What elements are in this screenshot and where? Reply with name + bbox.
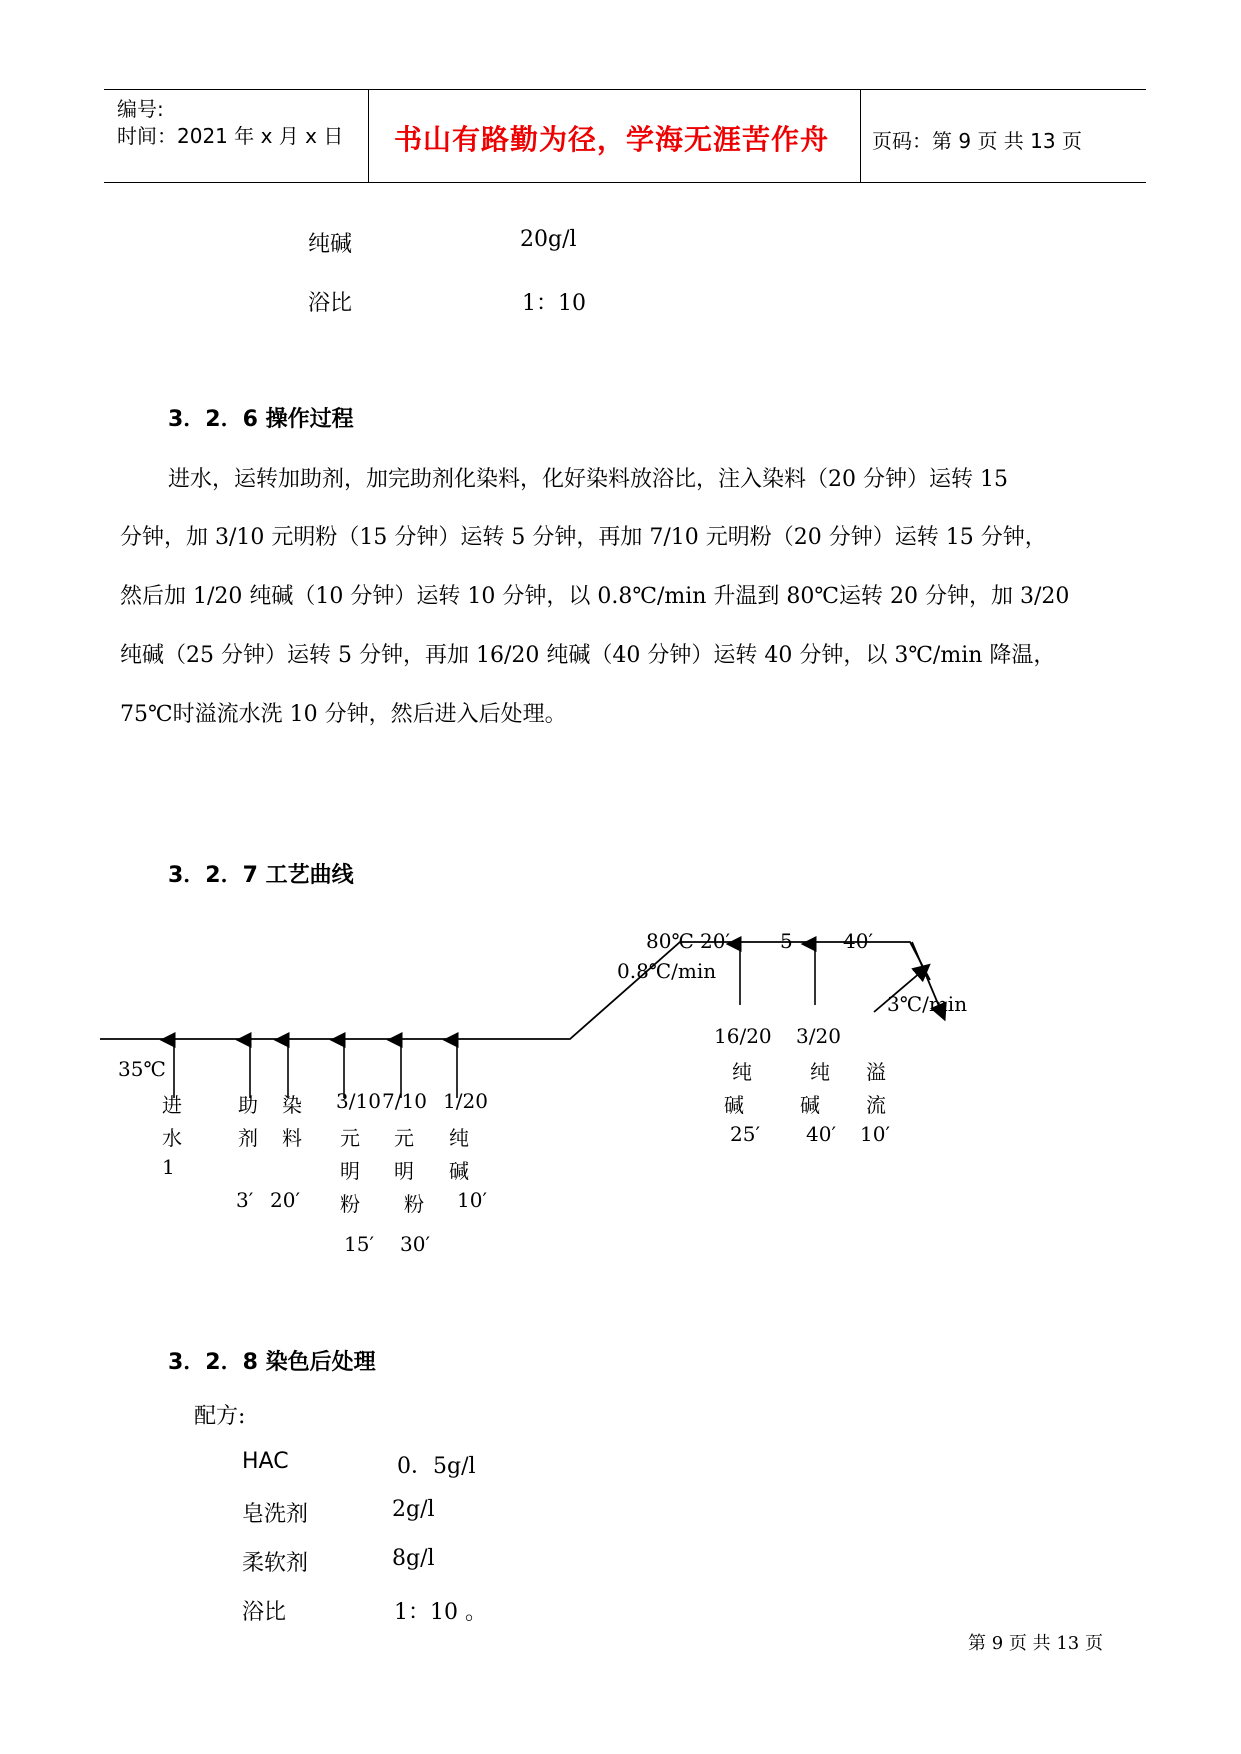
step-label-line: 3′ [236, 1188, 254, 1212]
header-motto: 书山有路勤为径，学海无涯苦作舟 [394, 123, 830, 156]
hold-time-label: 20′ [700, 929, 730, 953]
document-number-label: 编号: [117, 97, 164, 121]
section-heading-after-treatment: 3．2．8 染色后处理 [168, 1350, 376, 1375]
formula-item-value: 0．5g/l [397, 1454, 476, 1479]
step-label-line: 16/20 [714, 1024, 772, 1048]
temperature-high-label: 80℃ [646, 929, 694, 953]
step-label-line: 染 [282, 1093, 302, 1117]
header-bottom-rule [104, 182, 1146, 183]
step-label-line: 碱 [449, 1159, 469, 1183]
formula-item-name: 皂洗剂 [242, 1502, 309, 1527]
step-label-line: 剂 [238, 1126, 258, 1150]
step-label-line: 15′ [344, 1232, 374, 1256]
step-label-line: 纯 [449, 1126, 469, 1150]
step-label-line: 明 [340, 1159, 360, 1183]
step-label-line: 3/10 [336, 1089, 381, 1113]
formula-item-value: 2g/l [392, 1497, 435, 1522]
step-label-line: 进 [162, 1093, 182, 1117]
step-label-line: 10′ [860, 1122, 890, 1146]
paragraph-line: 分钟，加 3/10 元明粉（15 分钟）运转 5 分钟，再加 7/10 元明粉（20 分钟）运转 15 分钟， [120, 525, 1047, 550]
hold-time-label: 5 [780, 929, 793, 953]
step-label-line: 1 [162, 1155, 175, 1179]
step-label-line: 3/20 [796, 1024, 841, 1048]
heating-rate-label: 0.8℃/min [617, 959, 717, 983]
step-label-line: 1/20 [443, 1089, 488, 1113]
step-label-line: 溢 [866, 1060, 886, 1084]
formula-item-value: 1：10 。 [394, 1600, 487, 1625]
step-label-line: 纯 [810, 1060, 830, 1084]
step-label-line: 元 [394, 1126, 414, 1150]
formula-label: 配方: [194, 1404, 246, 1429]
step-label-line: 碱 [800, 1093, 820, 1117]
step-label-line: 纯 [732, 1060, 752, 1084]
step-label-line: 40′ [806, 1122, 836, 1146]
step-label-line: 明 [394, 1159, 414, 1183]
paragraph-line: 纯碱（25 分钟）运转 5 分钟，再加 16/20 纯碱（40 分钟）运转 40 分钟，以 3℃/min 降温， [120, 643, 1056, 668]
paragraph-line: 75℃时溢流水洗 10 分钟，然后进入后处理。 [120, 702, 567, 727]
step-label-line: 碱 [724, 1093, 744, 1117]
header-divider-right [860, 90, 861, 182]
section-heading-process-curve: 3．2．7 工艺曲线 [168, 863, 354, 888]
header-divider-left [368, 90, 369, 182]
step-label-line: 25′ [730, 1122, 760, 1146]
section-heading-operation: 3．2．6 操作过程 [168, 407, 354, 432]
recipe-item-value: 20g/l [520, 227, 577, 252]
header-page-number: 页码：第 9 页 共 13 页 [872, 129, 1082, 153]
formula-item-name: 柔软剂 [242, 1551, 309, 1576]
hold-time-label: 40′ [843, 929, 873, 953]
step-label-line: 水 [162, 1126, 182, 1150]
step-label-line: 20′ [270, 1188, 300, 1212]
step-label-line: 30′ [400, 1232, 430, 1256]
recipe-item-name: 纯碱 [308, 232, 353, 257]
temperature-low-label: 35℃ [118, 1057, 166, 1081]
document-time-label: 时间：2021 年 x 月 x 日 [117, 124, 344, 148]
step-label-line: 流 [866, 1093, 886, 1117]
paragraph-line: 然后加 1/20 纯碱（10 分钟）运转 10 分钟，以 0.8℃/min 升温到 80℃运转 20 分钟，加 3/20 [120, 584, 1070, 609]
formula-item-name: 浴比 [242, 1600, 287, 1625]
header-top-rule [104, 89, 1146, 90]
page-footer: 第 9 页 共 13 页 [968, 1633, 1103, 1654]
recipe-item-name: 浴比 [308, 291, 353, 316]
step-label-line: 粉 [340, 1192, 360, 1216]
cooling-rate-label: 3℃/min [887, 992, 968, 1016]
step-label-line: 7/10 [382, 1089, 427, 1113]
step-label-line: 元 [340, 1126, 360, 1150]
step-label-line: 助 [238, 1093, 258, 1117]
step-label-line: 料 [282, 1126, 302, 1150]
paragraph-line: 进水，运转加助剂，加完助剂化染料，化好染料放浴比，注入染料（20 分钟）运转 15 [168, 467, 1008, 492]
formula-item-name: HAC [242, 1449, 289, 1474]
formula-item-value: 8g/l [392, 1546, 435, 1571]
step-label-line: 10′ [457, 1188, 487, 1212]
step-label-line: 粉 [404, 1192, 424, 1216]
recipe-item-value: 1：10 [522, 291, 586, 316]
